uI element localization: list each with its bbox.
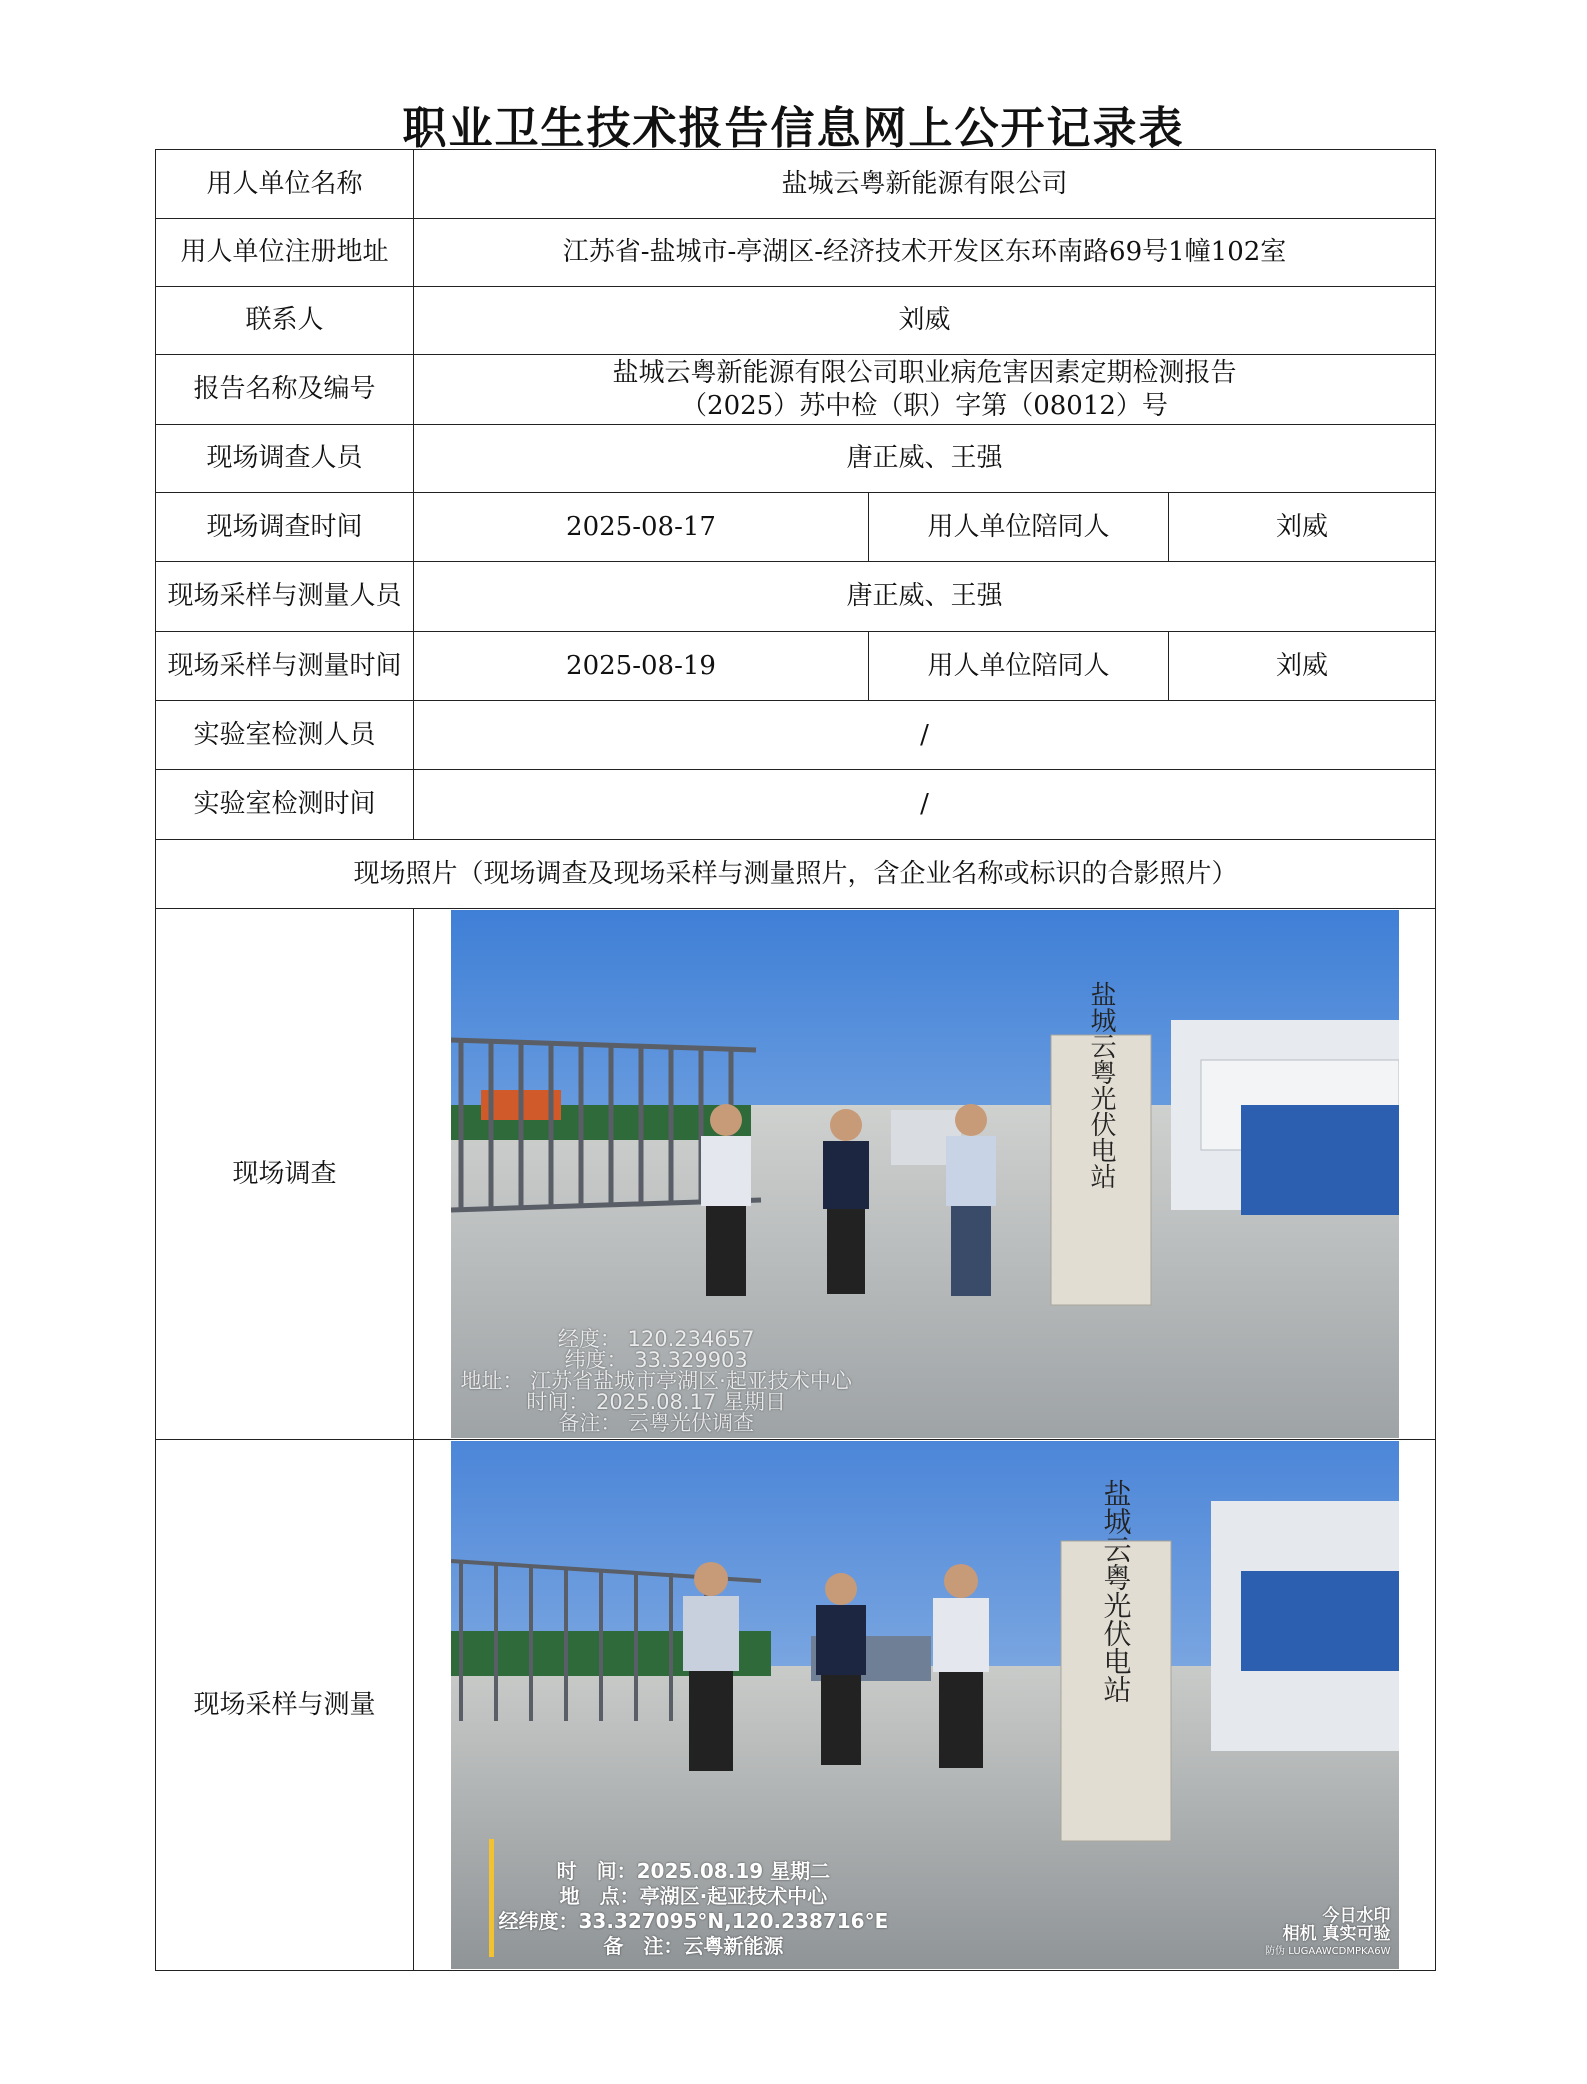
watermark-accent-bar [489, 1839, 494, 1957]
sampling-companion-label: 用人单位陪同人 [869, 632, 1169, 701]
employer-name-label: 用人单位名称 [156, 150, 414, 219]
report-label: 报告名称及编号 [156, 355, 414, 425]
brand-line1: 今日水印 [1322, 1906, 1391, 1926]
sampling-time-label: 现场采样与测量时间 [156, 632, 414, 701]
photo1-cell [414, 909, 1436, 1440]
employer-address-value: 江苏省-盐城市-亭湖区-经济技术开发区东环南路69号1幢102室 [414, 219, 1436, 287]
sampling-photo [451, 1441, 1399, 1969]
survey-watermark [461, 1329, 852, 1434]
lab-staff-value: / [414, 701, 1436, 770]
wm1-line-1: 纬度： 33.329903 [564, 1348, 748, 1372]
survey-staff-value: 唐正威、王强 [414, 425, 1436, 493]
employer-address-label: 用人单位注册地址 [156, 219, 414, 287]
employer-name-value: 盐城云粤新能源有限公司 [414, 150, 1436, 219]
photo2-cell [414, 1440, 1436, 1971]
contact-value: 刘威 [414, 287, 1436, 355]
photos-header: 现场照片（现场调查及现场采样与测量照片，含企业名称或标识的合影照片） [156, 840, 1436, 909]
photo1-label: 现场调查 [156, 909, 414, 1440]
lab-time-value: / [414, 770, 1436, 840]
brand-line2: 相机 真实可验 [1282, 1924, 1391, 1944]
wm2-line-0: 时 间：2025.08.19 星期二 [556, 1859, 831, 1883]
report-value [414, 355, 1436, 425]
survey-time-label: 现场调查时间 [156, 493, 414, 562]
lab-staff-label: 实验室检测人员 [156, 701, 414, 770]
survey-companion-label: 用人单位陪同人 [869, 493, 1169, 562]
sign-text-1: 盐城云粤光伏电站 [1085, 981, 1116, 1189]
sampling-time-value: 2025-08-19 [414, 632, 869, 701]
wm1-line-3: 时间： 2025.08.17 星期日 [526, 1390, 786, 1414]
sampling-staff-value: 唐正威、王强 [414, 562, 1436, 632]
sampling-watermark [499, 1859, 889, 1959]
record-table [155, 149, 1436, 1971]
sampling-staff-label: 现场采样与测量人员 [156, 562, 414, 632]
report-name: 盐城云粤新能源有限公司职业病危害因素定期检测报告 [612, 358, 1237, 388]
survey-photo [451, 910, 1399, 1438]
survey-staff-label: 现场调查人员 [156, 425, 414, 493]
survey-time-value: 2025-08-17 [414, 493, 869, 562]
sign-text-2: 盐城云粤光伏电站 [1099, 1479, 1132, 1703]
wm1-line-2: 地址： 江苏省盐城市亭湖区·起亚技术中心 [460, 1369, 852, 1393]
report-number: （2025）苏中检（职）字第（08012）号 [681, 390, 1168, 421]
wm1-line-4: 备注： 云粤光伏调查 [558, 1411, 755, 1435]
wm2-line-1: 地 点：亭湖区·起亚技术中心 [559, 1884, 828, 1908]
survey-companion-value: 刘威 [1169, 493, 1436, 562]
photo2-label: 现场采样与测量 [156, 1440, 414, 1971]
wm1-line-0: 经度： 120.234657 [557, 1327, 755, 1351]
brand-code: 防伪 LUGAAWCDMPKA6W [1265, 1946, 1391, 1957]
watermark-brand [1265, 1907, 1390, 1961]
lab-time-label: 实验室检测时间 [156, 770, 414, 840]
contact-label: 联系人 [156, 287, 414, 355]
sampling-companion-value: 刘威 [1169, 632, 1436, 701]
wm2-line-2: 经纬度：33.327095°N,120.238716°E [498, 1909, 889, 1933]
wm2-line-3: 备 注：云粤新能源 [603, 1934, 784, 1958]
page-title: 职业卫生技术报告信息网上公开记录表 [402, 103, 1185, 154]
